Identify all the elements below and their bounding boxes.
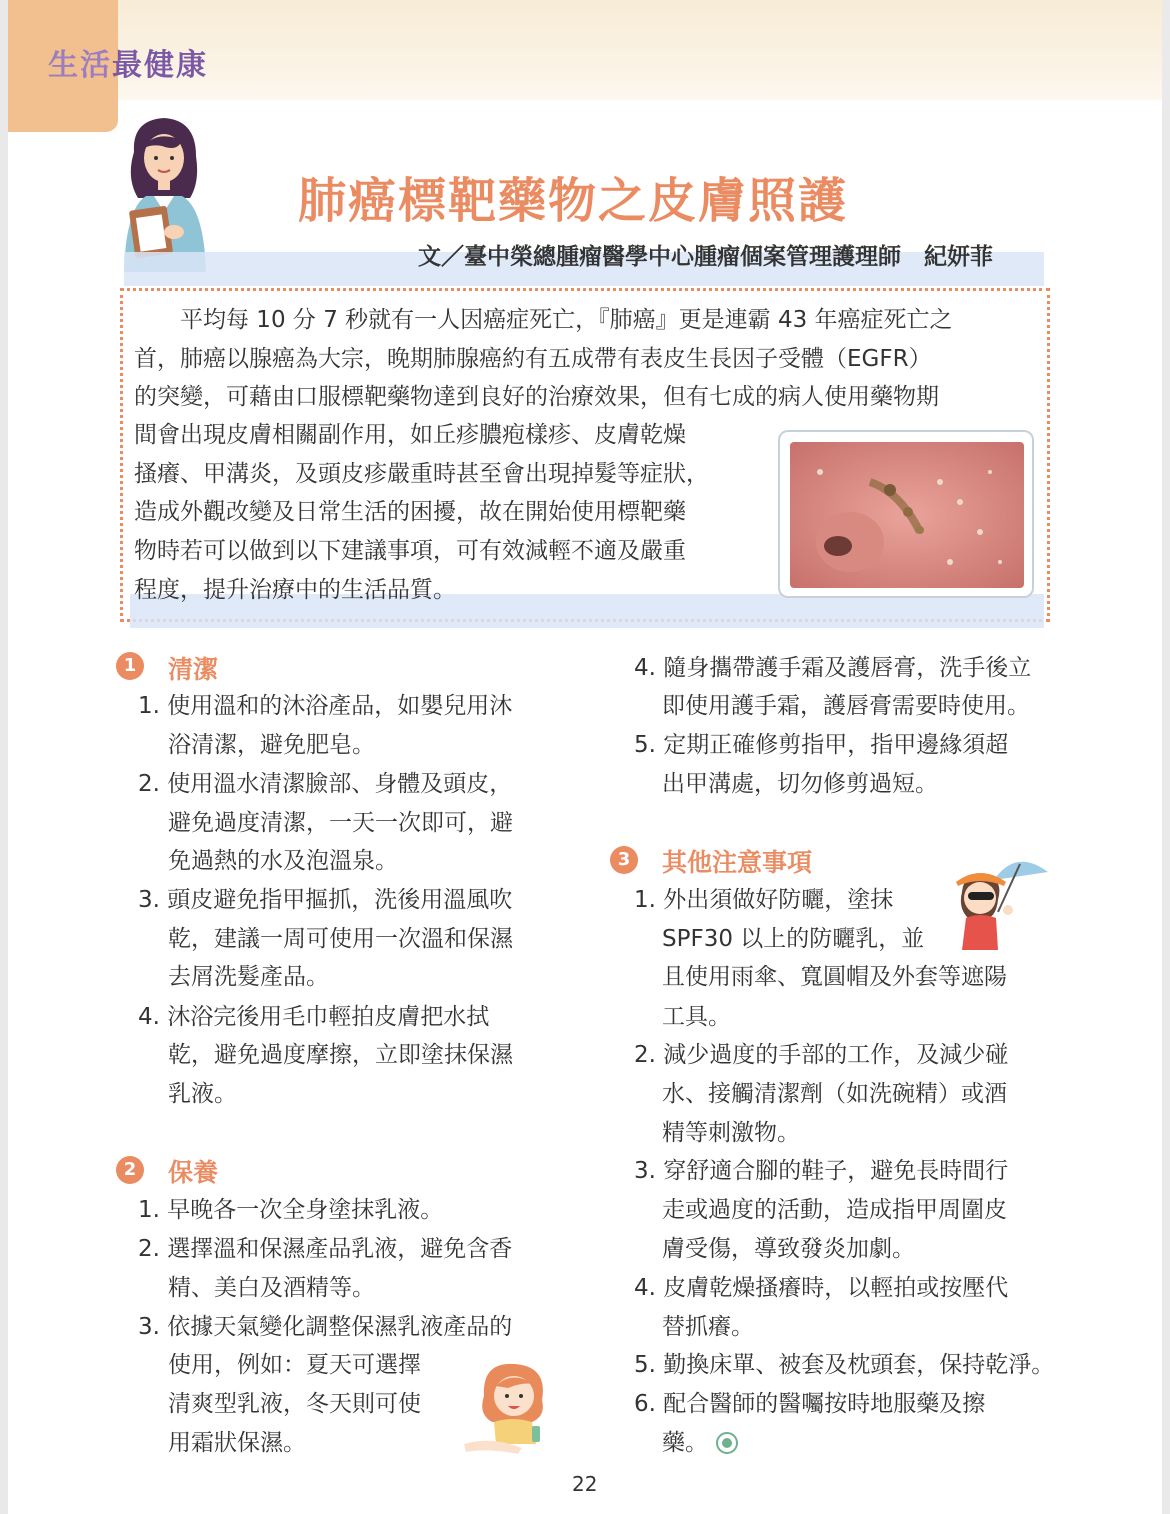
list-item: 4. 隨身攜帶護手霜及護唇膏，洗手後立: [634, 655, 1032, 681]
list-item: 3. 穿舒適合腳的鞋子，避免長時間行: [634, 1158, 1009, 1184]
intro-line: 程度，提升治療中的生活品質。: [134, 577, 456, 603]
list-item: 乾，建議一周可使用一次溫和保濕: [168, 926, 513, 952]
skin-rash-photo-icon: [790, 442, 1024, 588]
intro-line: 物時若可以做到以下建議事項，可有效減輕不適及嚴重: [134, 538, 686, 564]
intro-line: 的突變，可藉由口服標靶藥物達到良好的治療效果，但有七成的病人使用藥物期: [134, 384, 939, 410]
list-item: 4. 皮膚乾燥搔癢時，以輕拍或按壓代: [634, 1275, 1009, 1301]
section-label-a: 生活: [48, 48, 112, 83]
intro-line: 首，肺癌以腺癌為大宗，晚期肺腺癌約有五成帶有表皮生長因子受體（EGFR）: [134, 346, 932, 372]
list-item: 5. 勤換床單、被套及枕頭套，保持乾淨。: [634, 1352, 1055, 1378]
section-number-badge: 1: [116, 652, 144, 680]
list-item: 乾，避免過度摩擦，立即塗抹保濕: [168, 1042, 513, 1068]
list-item: 走或過度的活動，造成指甲周圍皮: [662, 1197, 1007, 1223]
section-heading-other: 其他注意事項: [662, 848, 813, 877]
intro-line: 平均每 10 分 7 秒就有一人因癌症死亡，『肺癌』更是連霸 43 年癌症死亡之: [134, 307, 953, 333]
section-number-badge: 2: [116, 1156, 144, 1184]
list-item: 替抓癢。: [662, 1314, 754, 1340]
end-mark-icon: [716, 1432, 738, 1454]
list-item: 膚受傷，導致發炎加劇。: [662, 1236, 915, 1262]
byline: 文／臺中榮總腫瘤醫學中心腫瘤個案管理護理師 紀妍菲: [418, 244, 993, 270]
list-item: 免過熱的水及泡溫泉。: [168, 848, 398, 874]
list-item: 2. 選擇溫和保濕產品乳液，避免含香: [138, 1236, 513, 1262]
section-heading-cleaning: 清潔: [168, 655, 219, 684]
list-item: 且使用雨傘、寬圓帽及外套等遮陽: [662, 964, 1007, 990]
list-item: 使用，例如：夏天可選擇: [168, 1352, 421, 1378]
list-item: 去屑洗髮產品。: [168, 964, 329, 990]
list-item: 3. 依據天氣變化調整保濕乳液產品的: [138, 1314, 513, 1340]
list-item: SPF30 以上的防曬乳，並: [662, 926, 925, 952]
nurse-illustration-icon: [104, 112, 224, 272]
list-item: 即使用護手霜，護唇膏需要時使用。: [662, 693, 1030, 719]
sun-umbrella-illustration-icon: [950, 852, 1050, 952]
section-label-b: 最健康: [112, 48, 208, 83]
section-number-badge: 3: [610, 846, 638, 874]
list-item: 用霜狀保濕。: [168, 1430, 306, 1456]
page-edge-right: [1162, 0, 1170, 1514]
list-item: 出甲溝處，切勿修剪過短。: [662, 771, 938, 797]
list-item: 水、接觸清潔劑（如洗碗精）或酒: [662, 1081, 1007, 1107]
list-item: 乳液。: [168, 1081, 237, 1107]
list-item: 浴清潔，避免肥皂。: [168, 732, 375, 758]
list-item: 5. 定期正確修剪指甲，指甲邊緣須超: [634, 732, 1009, 758]
list-item: 2. 使用溫水清潔臉部、身體及頭皮，: [138, 771, 513, 797]
list-item: 1. 早晚各一次全身塗抹乳液。: [138, 1197, 444, 1223]
section-label: [48, 40, 208, 84]
intro-line: 搔癢、甲溝炎，及頭皮疹嚴重時甚至會出現掉髮等症狀，: [134, 461, 709, 487]
intro-line: 間會出現皮膚相關副作用，如丘疹膿疱樣疹、皮膚乾燥: [134, 422, 686, 448]
page-number: 22: [572, 1472, 598, 1496]
list-item: 1. 外出須做好防曬，塗抹: [634, 887, 894, 913]
section-heading-care: 保養: [168, 1158, 219, 1187]
girl-lotion-illustration-icon: [462, 1356, 562, 1456]
list-item: 工具。: [662, 1004, 731, 1030]
list-item: 清爽型乳液，冬天則可使: [168, 1391, 421, 1417]
list-item: 1. 使用溫和的沐浴產品，如嬰兒用沐: [138, 693, 513, 719]
list-item: 藥。: [662, 1430, 708, 1456]
list-item: 6. 配合醫師的醫囑按時地服藥及擦: [634, 1391, 986, 1417]
list-item: 4. 沐浴完後用毛巾輕拍皮膚把水拭: [138, 1004, 490, 1030]
list-item: 精等刺激物。: [662, 1120, 800, 1146]
article-title: 肺癌標靶藥物之皮膚照護: [298, 173, 849, 229]
skin-rash-photo: [778, 430, 1034, 598]
list-item: 避免過度清潔，一天一次即可，避: [168, 810, 513, 836]
list-item: 精、美白及酒精等。: [168, 1275, 375, 1301]
list-item: 3. 頭皮避免指甲摳抓，洗後用溫風吹: [138, 887, 513, 913]
list-item: 2. 減少過度的手部的工作，及減少碰: [634, 1042, 1009, 1068]
page-edge-left: [0, 0, 8, 1514]
intro-line: 造成外觀改變及日常生活的困擾，故在開始使用標靶藥: [134, 499, 686, 525]
